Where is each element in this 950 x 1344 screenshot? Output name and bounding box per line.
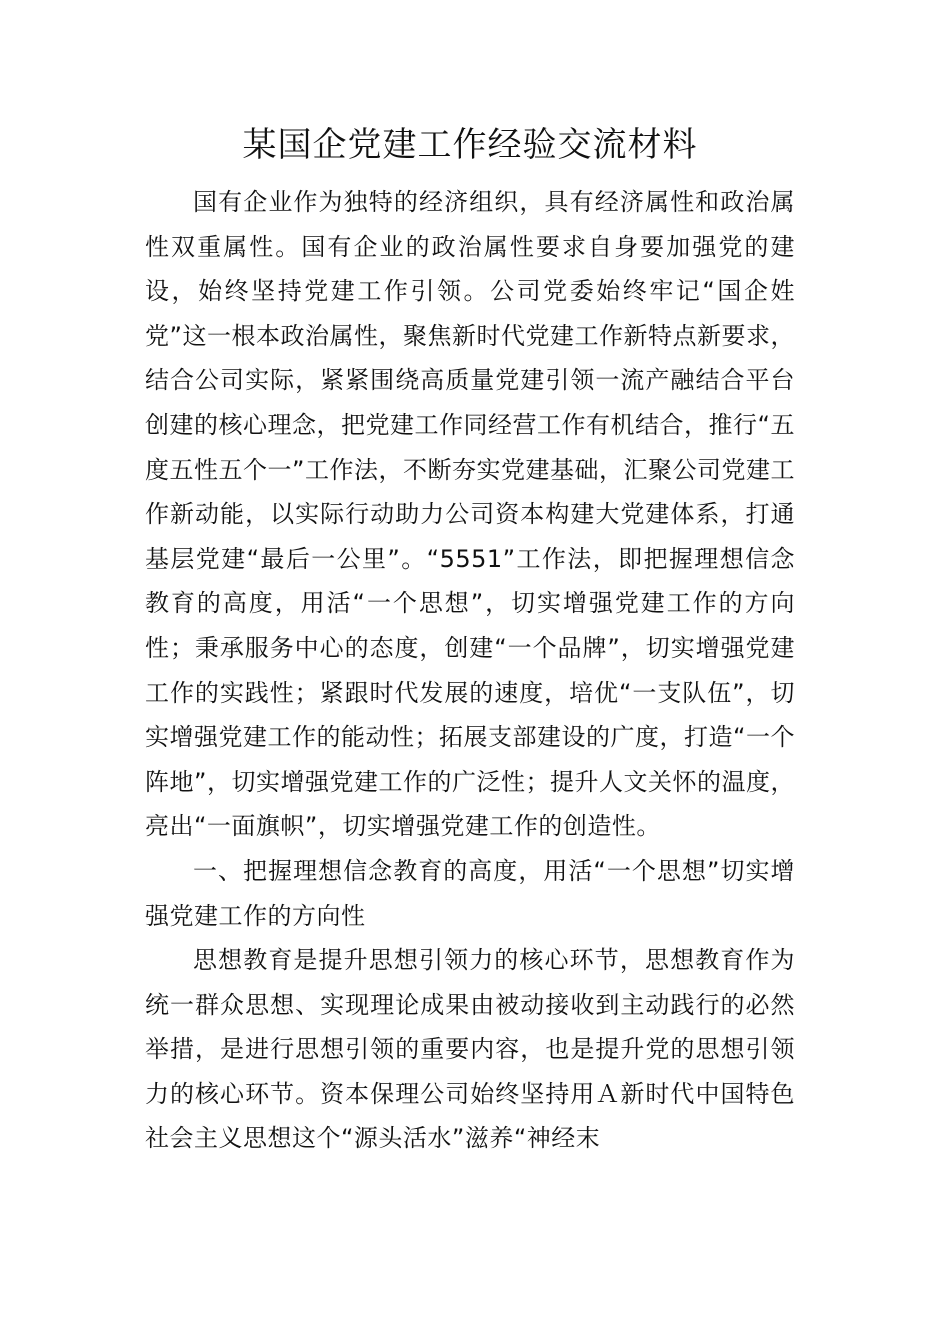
document-title: 某国企党建工作经验交流材料 <box>242 125 698 165</box>
document-page <box>145 118 795 1161</box>
section-heading-1: 一、把握理想信念教育的高度，用活“一个思想”切实增强党建工作的方向性 <box>145 856 795 930</box>
section-1-paragraph: 思想教育是提升思想引领力的核心环节，思想教育作为统一群众思想、实现理论成果由被动接收到主动践行的必然举措，是进行思想引领的重要内容，也是提升党的思想引领力的核心环节。资本保理公司始终坚持用Ａ新时代中国特色社会主义思想这个“源头活水”滋养“神经末 <box>145 946 795 1153</box>
intro-paragraph: 国有企业作为独特的经济组织，具有经济属性和政治属性双重属性。国有企业的政治属性要求自身要加强党的建设，始终坚持党建工作引领。公司党委始终牢记“国企姓党”这一根本政治属性，聚焦新时代党建工作新特点新要求，结合公司实际，紧紧围绕高质量党建引领一流产融结合平台创建的核心理念，把党建工作同经营工作有机结合，推行“五度五性五个一”工作法，不断夯实党建基础，汇聚公司党建工作新动能，以实际行动助力公司资本构建大党建体系，打通基层党建“最后一公里”。“5551”工作法，即把握理想信念教育的高度，用活“一个思想”，切实增强党建工作的方向性；秉承服务中心的态度，创建“一个品牌”，切实增强党建工作的实践性；紧跟时代发展的速度，培优“一支队伍”，切实增强党建工作的能动性；拓展支部建设的广度，打造“一个阵地”，切实增强党建工作的广泛性；提升人文关怀的温度，亮出“一面旗帜”，切实增强党建工作的创造性。 <box>145 188 795 841</box>
